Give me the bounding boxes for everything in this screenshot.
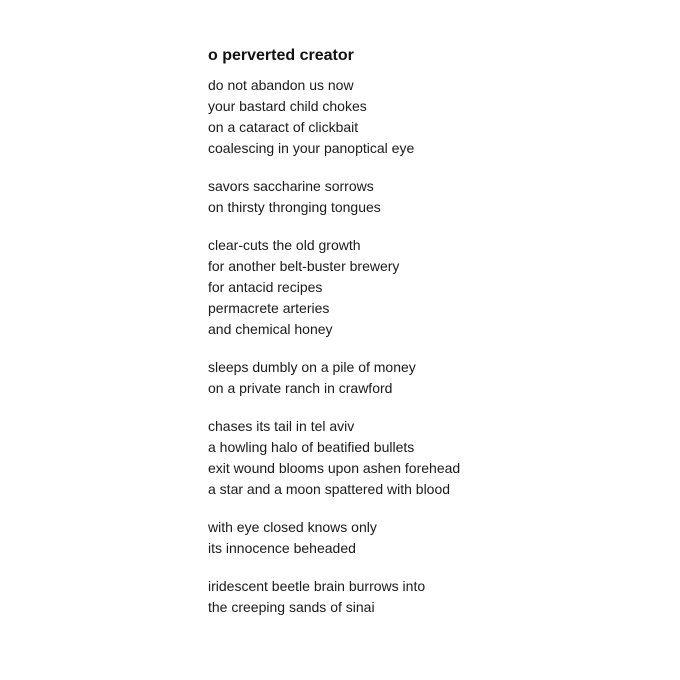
stanza-3 <box>208 235 648 340</box>
poem-line: do not abandon us now <box>208 77 354 93</box>
poem-line: on thirsty thronging tongues <box>208 199 381 215</box>
poem-title: o perverted creator <box>208 47 354 64</box>
stanza-1 <box>208 75 648 159</box>
stanza-5 <box>208 416 648 500</box>
stanza-2 <box>208 176 648 218</box>
stanza-7 <box>208 576 648 618</box>
poem-line: chases its tail in tel aviv <box>208 418 355 434</box>
poem-line: the creeping sands of sinai <box>208 599 375 615</box>
poem-line: a howling halo of beatified bullets <box>208 439 415 455</box>
poem-line: and chemical honey <box>208 321 333 337</box>
poem-line: its innocence beheaded <box>208 540 356 556</box>
poem-line: permacrete arteries <box>208 300 330 316</box>
poem-line: coalescing in your panoptical eye <box>208 140 415 156</box>
poem-line: with eye closed knows only <box>208 519 377 535</box>
poem-line: on a cataract of clickbait <box>208 119 359 135</box>
poem <box>208 45 648 635</box>
poem-line: a star and a moon spattered with blood <box>208 481 451 497</box>
poem-line: on a private ranch in crawford <box>208 380 393 396</box>
poem-line: for another belt-buster brewery <box>208 258 400 274</box>
poem-line: sleeps dumbly on a pile of money <box>208 359 416 375</box>
poem-line: your bastard child chokes <box>208 98 367 114</box>
poem-line: exit wound blooms upon ashen forehead <box>208 460 461 476</box>
poem-line: for antacid recipes <box>208 279 323 295</box>
poem-line: iridescent beetle brain burrows into <box>208 578 426 594</box>
poem-line: savors saccharine sorrows <box>208 178 374 194</box>
stanza-6 <box>208 517 648 559</box>
stanza-4 <box>208 357 648 399</box>
poem-line: clear-cuts the old growth <box>208 237 361 253</box>
